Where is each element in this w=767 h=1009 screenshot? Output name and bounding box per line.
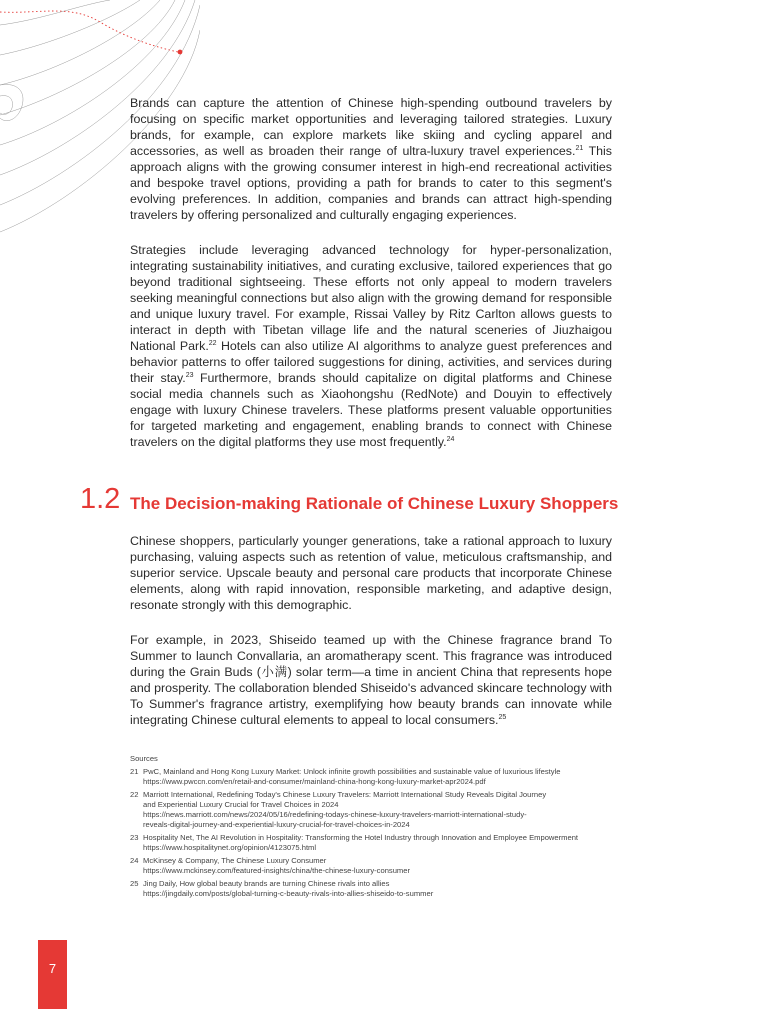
sources-heading: Sources <box>130 754 158 763</box>
footnote-ref-25[interactable]: 25 <box>498 713 507 721</box>
source-item <box>130 856 620 876</box>
section-title: The Decision-making Rationale of Chinese Luxury Shoppers <box>130 494 619 513</box>
sources-section <box>130 754 620 902</box>
source-item <box>130 790 620 830</box>
source-title: Marriott International, Redefining Today's Chinese Luxury Travelers: Marriott International Study Reveals Digital Journey <box>143 790 547 799</box>
source-link[interactable]: https://www.hospitalitynet.org/opinion/4123075.html <box>143 843 317 852</box>
source-title: and Experiential Luxury Crucial for Travel Choices in 2024 <box>143 800 339 809</box>
source-number: 21 <box>130 767 139 776</box>
source-number: 22 <box>130 790 139 799</box>
source-link[interactable]: https://news.marriott.com/news/2024/05/16/redefining-todays-chinese-luxury-travelers-marriott-international-study- <box>143 810 527 819</box>
section-number: 1.2 <box>80 483 121 515</box>
footnote-ref-24[interactable]: 24 <box>446 435 455 443</box>
source-number: 25 <box>130 879 139 888</box>
source-item <box>130 767 620 787</box>
body-paragraph-1: Brands can capture the attention of Chinese high-spending outbound travelers by focusing on specific market opportunities and leveraging tailored strategies. Luxury brands, for example, can explore markets like skiing and cycling apparel and accessories, as well as broaden their range of ultra-luxury travel experiences.$^{21}$ This approach aligns with the growing consumer interest in high-end recreational activities and bespoke travel options, providing a path for brands to cater to this segment's evolving preferences. In addition, companies and brands can attract high-spending travelers by offering personalized and culturally engaging experiences. <box>130 96 612 222</box>
footnote-ref-23[interactable]: 23 <box>185 371 194 379</box>
source-item <box>130 879 620 899</box>
source-link[interactable]: https://www.mckinsey.com/featured-insights/china/the-chinese-luxury-consumer <box>143 866 411 875</box>
source-title: PwC, Mainland and Hong Kong Luxury Market: Unlock infinite growth possibilities and sustainable value of luxurious lifestyle <box>143 767 561 776</box>
source-title: McKinsey & Company, The Chinese Luxury Consumer <box>143 856 327 865</box>
body-paragraph-3: Chinese shoppers, particularly younger generations, take a rational approach to luxury purchasing, valuing aspects such as retention of value, meticulous craftsmanship, and superior service. Upscale beauty and personal care products that incorporate Chinese elements, along with rapid innovation, responsible marketing, and adaptive design, resonate strongly with this demographic. <box>130 534 612 612</box>
source-item <box>130 833 620 853</box>
footnote-ref-22[interactable]: 22 <box>208 339 217 347</box>
source-number: 23 <box>130 833 139 842</box>
source-link[interactable]: reveals-digital-journey-and-experiential-luxury-crucial-for-travel-choices-in-2024 <box>143 820 410 829</box>
body-paragraph-4: For example, in 2023, Shiseido teamed up with the Chinese fragrance brand To Summer to launch Convallaria, an aromatherapy scent. This fragrance was introduced during the Grain Buds (小满) solar term—a time in ancient China that represents hope and prosperity. The collaboration blended Shiseido's advanced skincare technology with To Summer's fragrance artistry, exemplifying how beauty brands can innovate while integrating Chinese cultural elements to appeal to local consumers.$^{25}$ <box>130 633 612 727</box>
page-number: 7 <box>48 961 57 976</box>
page-number-tab <box>38 940 67 1009</box>
footnote-ref-21[interactable]: 21 <box>575 144 584 152</box>
body-paragraph-2: Strategies include leveraging advanced technology for hyper-personalization, integrating sustainability initiatives, and curating exclusive, tailored experiences that go beyond traditional sightseeing. These efforts not only appeal to modern travelers seeking meaningful connections but also align with the growing demand for responsible and unique luxury travel. For example, Rissai Valley by Ritz Carlton allows guests to interact in depth with Tibetan village life and the natural sceneries of Jiuzhaigou National Park.$^{22}$ Hotels can also utilize AI algorithms to analyze guest preferences and behavior patterns to offer tailored suggestions for dining, activities, and services during their stay.$^{23}$ Furthermore, brands should capitalize on digital platforms and Chinese social media channels such as Xiaohongshu (RedNote) and Douyin to effectively engage with luxury Chinese travelers. These platforms present valuable opportunities for targeted marketing and engagement, enabling brands to connect with Chinese travelers on the digital platforms they use most frequently.$^{24}$ <box>130 243 613 449</box>
source-title: Jing Daily, How global beauty brands are turning Chinese rivals into allies <box>143 879 390 888</box>
source-link[interactable]: https://jingdaily.com/posts/global-turning-c-beauty-rivals-into-allies-shiseido-to-summer <box>143 889 434 898</box>
source-number: 24 <box>130 856 139 865</box>
source-title: Hospitality Net, The AI Revolution in Hospitality: Transforming the Hotel Industry through Innovation and Employee Empowerment <box>143 833 579 842</box>
source-link[interactable]: https://www.pwccn.com/en/retail-and-consumer/mainland-china-hong-kong-luxury-market-apr2024.pdf <box>143 777 486 786</box>
